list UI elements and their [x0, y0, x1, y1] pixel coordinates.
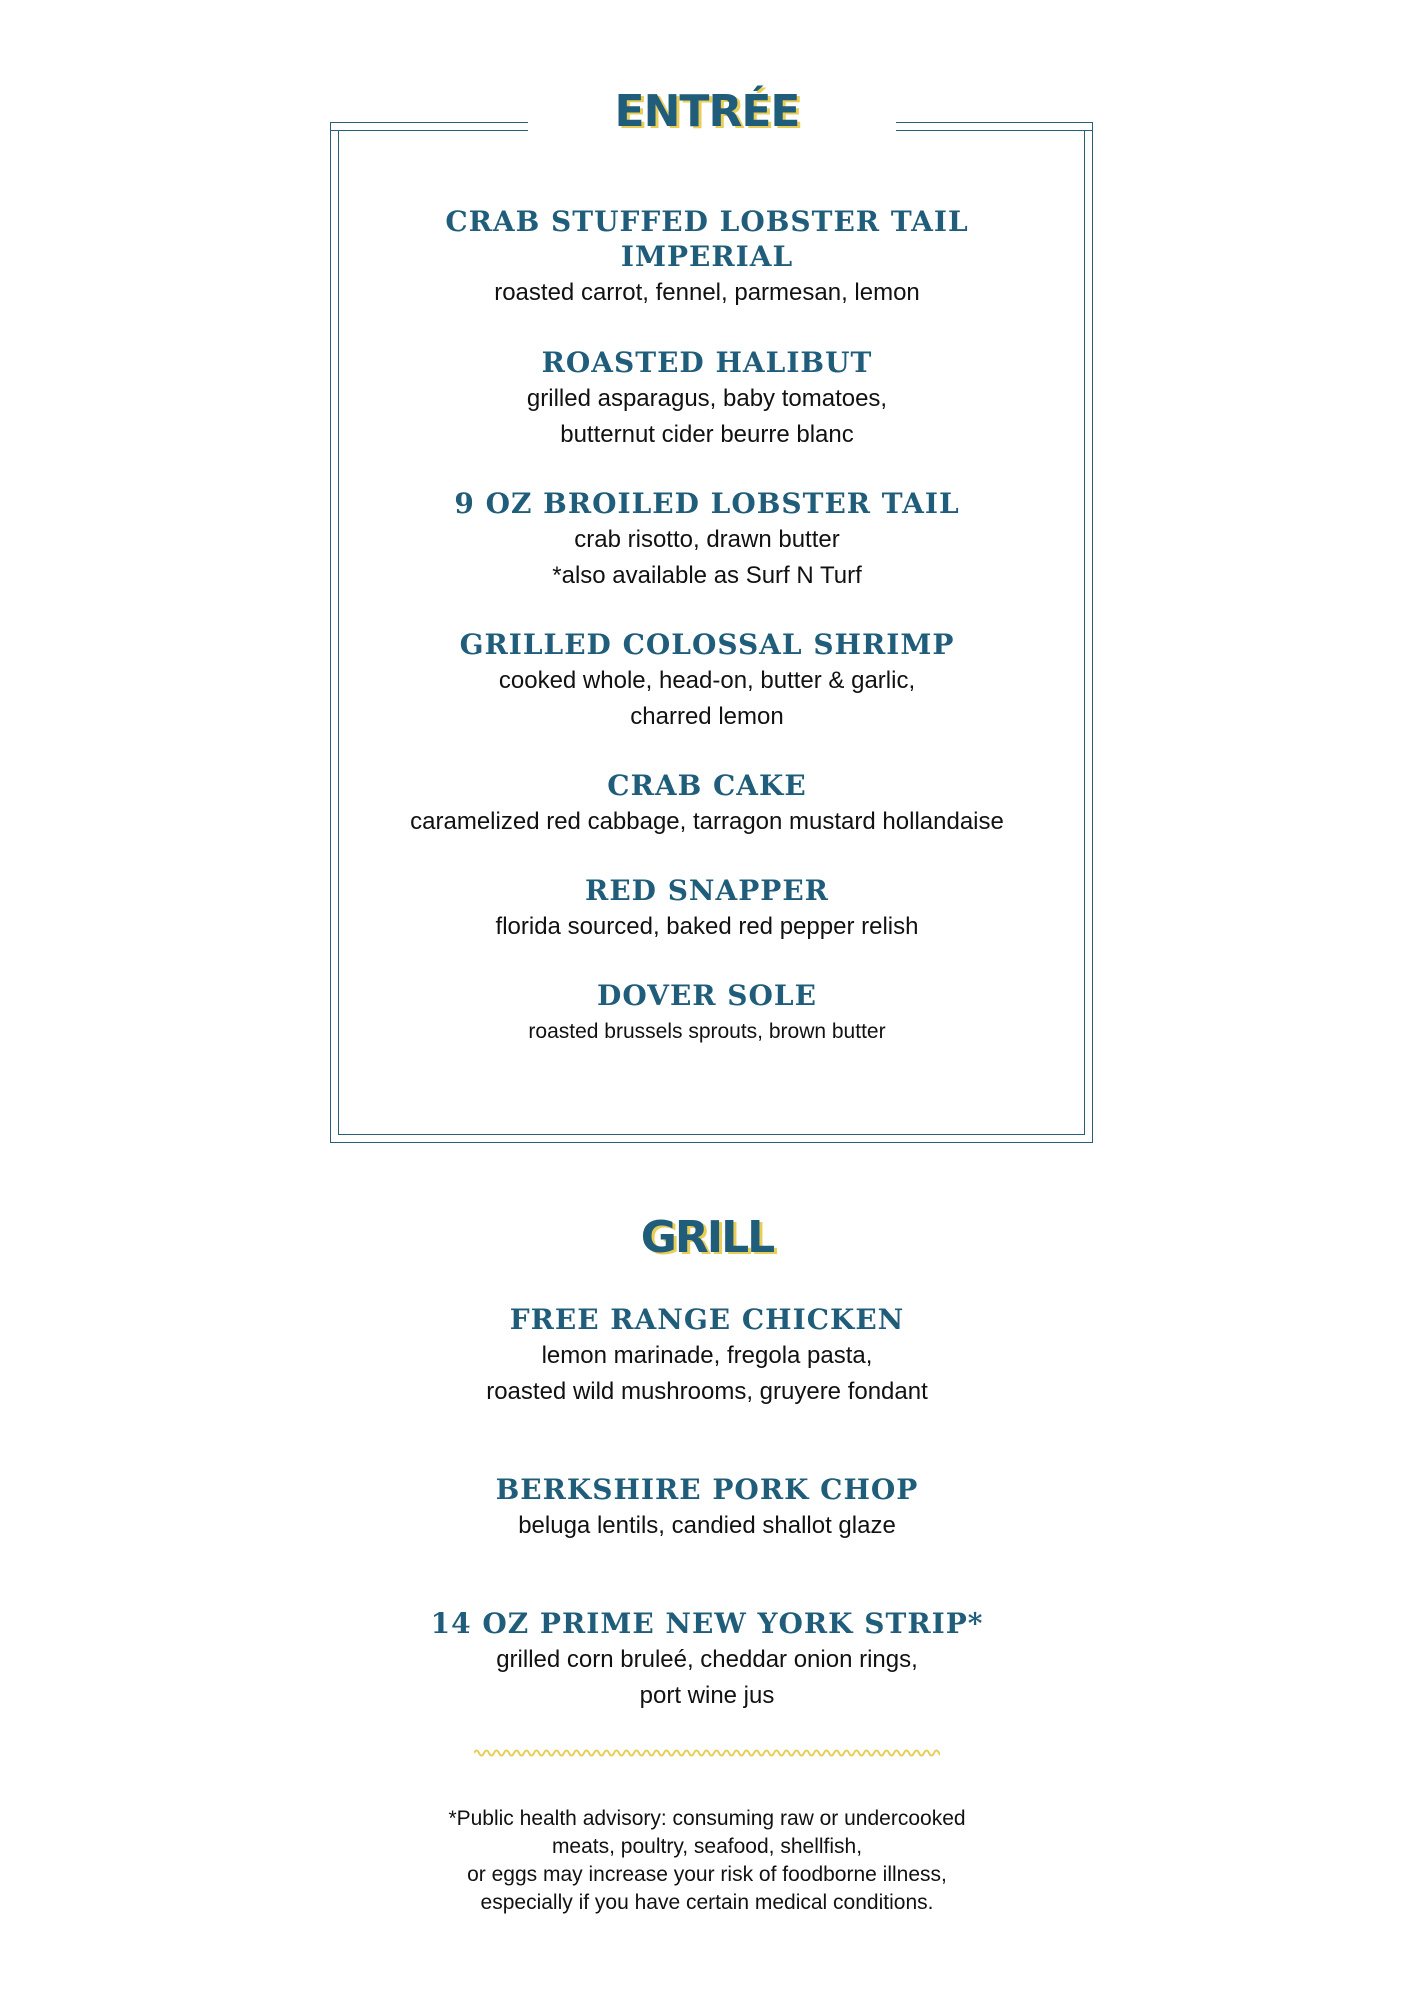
item-name: 9 OZ BROILED LOBSTER TAIL	[454, 487, 960, 520]
item-name: CRAB STUFFED LOBSTER TAIL	[445, 205, 969, 238]
menu-item-broiled-lobster-tail	[0, 486, 1414, 594]
item-name: IMPERIAL	[620, 240, 794, 273]
item-name: 14 OZ PRIME NEW YORK STRIP*	[430, 1607, 984, 1640]
item-description: port wine jus	[639, 1682, 775, 1709]
item-description: roasted wild mushrooms, gruyere fondant	[486, 1378, 928, 1405]
wave-divider	[474, 1746, 940, 1760]
advisory-line: especially if you have certain medical conditions.	[480, 1891, 934, 1914]
item-description: roasted brussels sprouts, brown butter	[528, 1020, 886, 1043]
grill-section-title: GRILL	[640, 1212, 774, 1263]
item-name: FREE RANGE CHICKEN	[509, 1303, 905, 1336]
advisory-line: meats, poultry, seafood, shellfish,	[551, 1835, 863, 1858]
item-name: ROASTED HALIBUT	[541, 346, 873, 379]
entree-section-title: ENTRÉE	[614, 86, 800, 137]
item-description: lemon marinade, fregola pasta,	[541, 1342, 873, 1369]
item-description: grilled corn bruleé, cheddar onion rings,	[496, 1646, 918, 1673]
menu-item-grilled-colossal-shrimp	[0, 627, 1414, 735]
menu-item-berkshire-pork-chop	[0, 1472, 1414, 1544]
item-description: *also available as Surf N Turf	[552, 562, 862, 589]
item-description: beluga lentils, candied shallot glaze	[518, 1512, 896, 1539]
menu-item-crab-stuffed-lobster-tail	[0, 204, 1414, 311]
item-description: crab risotto, drawn butter	[574, 526, 840, 553]
menu-item-dover-sole	[0, 978, 1414, 1050]
menu-item-free-range-chicken	[0, 1302, 1414, 1410]
menu-item-prime-new-york-strip	[0, 1606, 1414, 1714]
item-description: florida sourced, baked red pepper relish	[495, 913, 919, 940]
item-name: CRAB CAKE	[607, 769, 807, 802]
item-description: charred lemon	[630, 703, 784, 730]
item-description: butternut cider beurre blanc	[560, 421, 854, 448]
item-description: grilled asparagus, baby tomatoes,	[526, 385, 888, 412]
menu-item-crab-cake	[0, 768, 1414, 840]
item-description: roasted carrot, fennel, parmesan, lemon	[494, 279, 920, 306]
menu-item-red-snapper	[0, 873, 1414, 945]
advisory-line: *Public health advisory: consuming raw or undercooked	[448, 1807, 966, 1830]
advisory-line: or eggs may increase your risk of foodborne illness,	[467, 1863, 947, 1886]
menu-item-roasted-halibut	[0, 345, 1414, 453]
item-name: GRILLED COLOSSAL SHRIMP	[459, 628, 955, 661]
item-description: caramelized red cabbage, tarragon mustard hollandaise	[410, 808, 1004, 835]
item-name: BERKSHIRE PORK CHOP	[495, 1473, 919, 1506]
item-name: RED SNAPPER	[585, 874, 829, 907]
item-description: cooked whole, head-on, butter & garlic,	[498, 667, 916, 694]
health-advisory	[0, 1805, 1414, 1917]
item-name: DOVER SOLE	[597, 979, 817, 1012]
